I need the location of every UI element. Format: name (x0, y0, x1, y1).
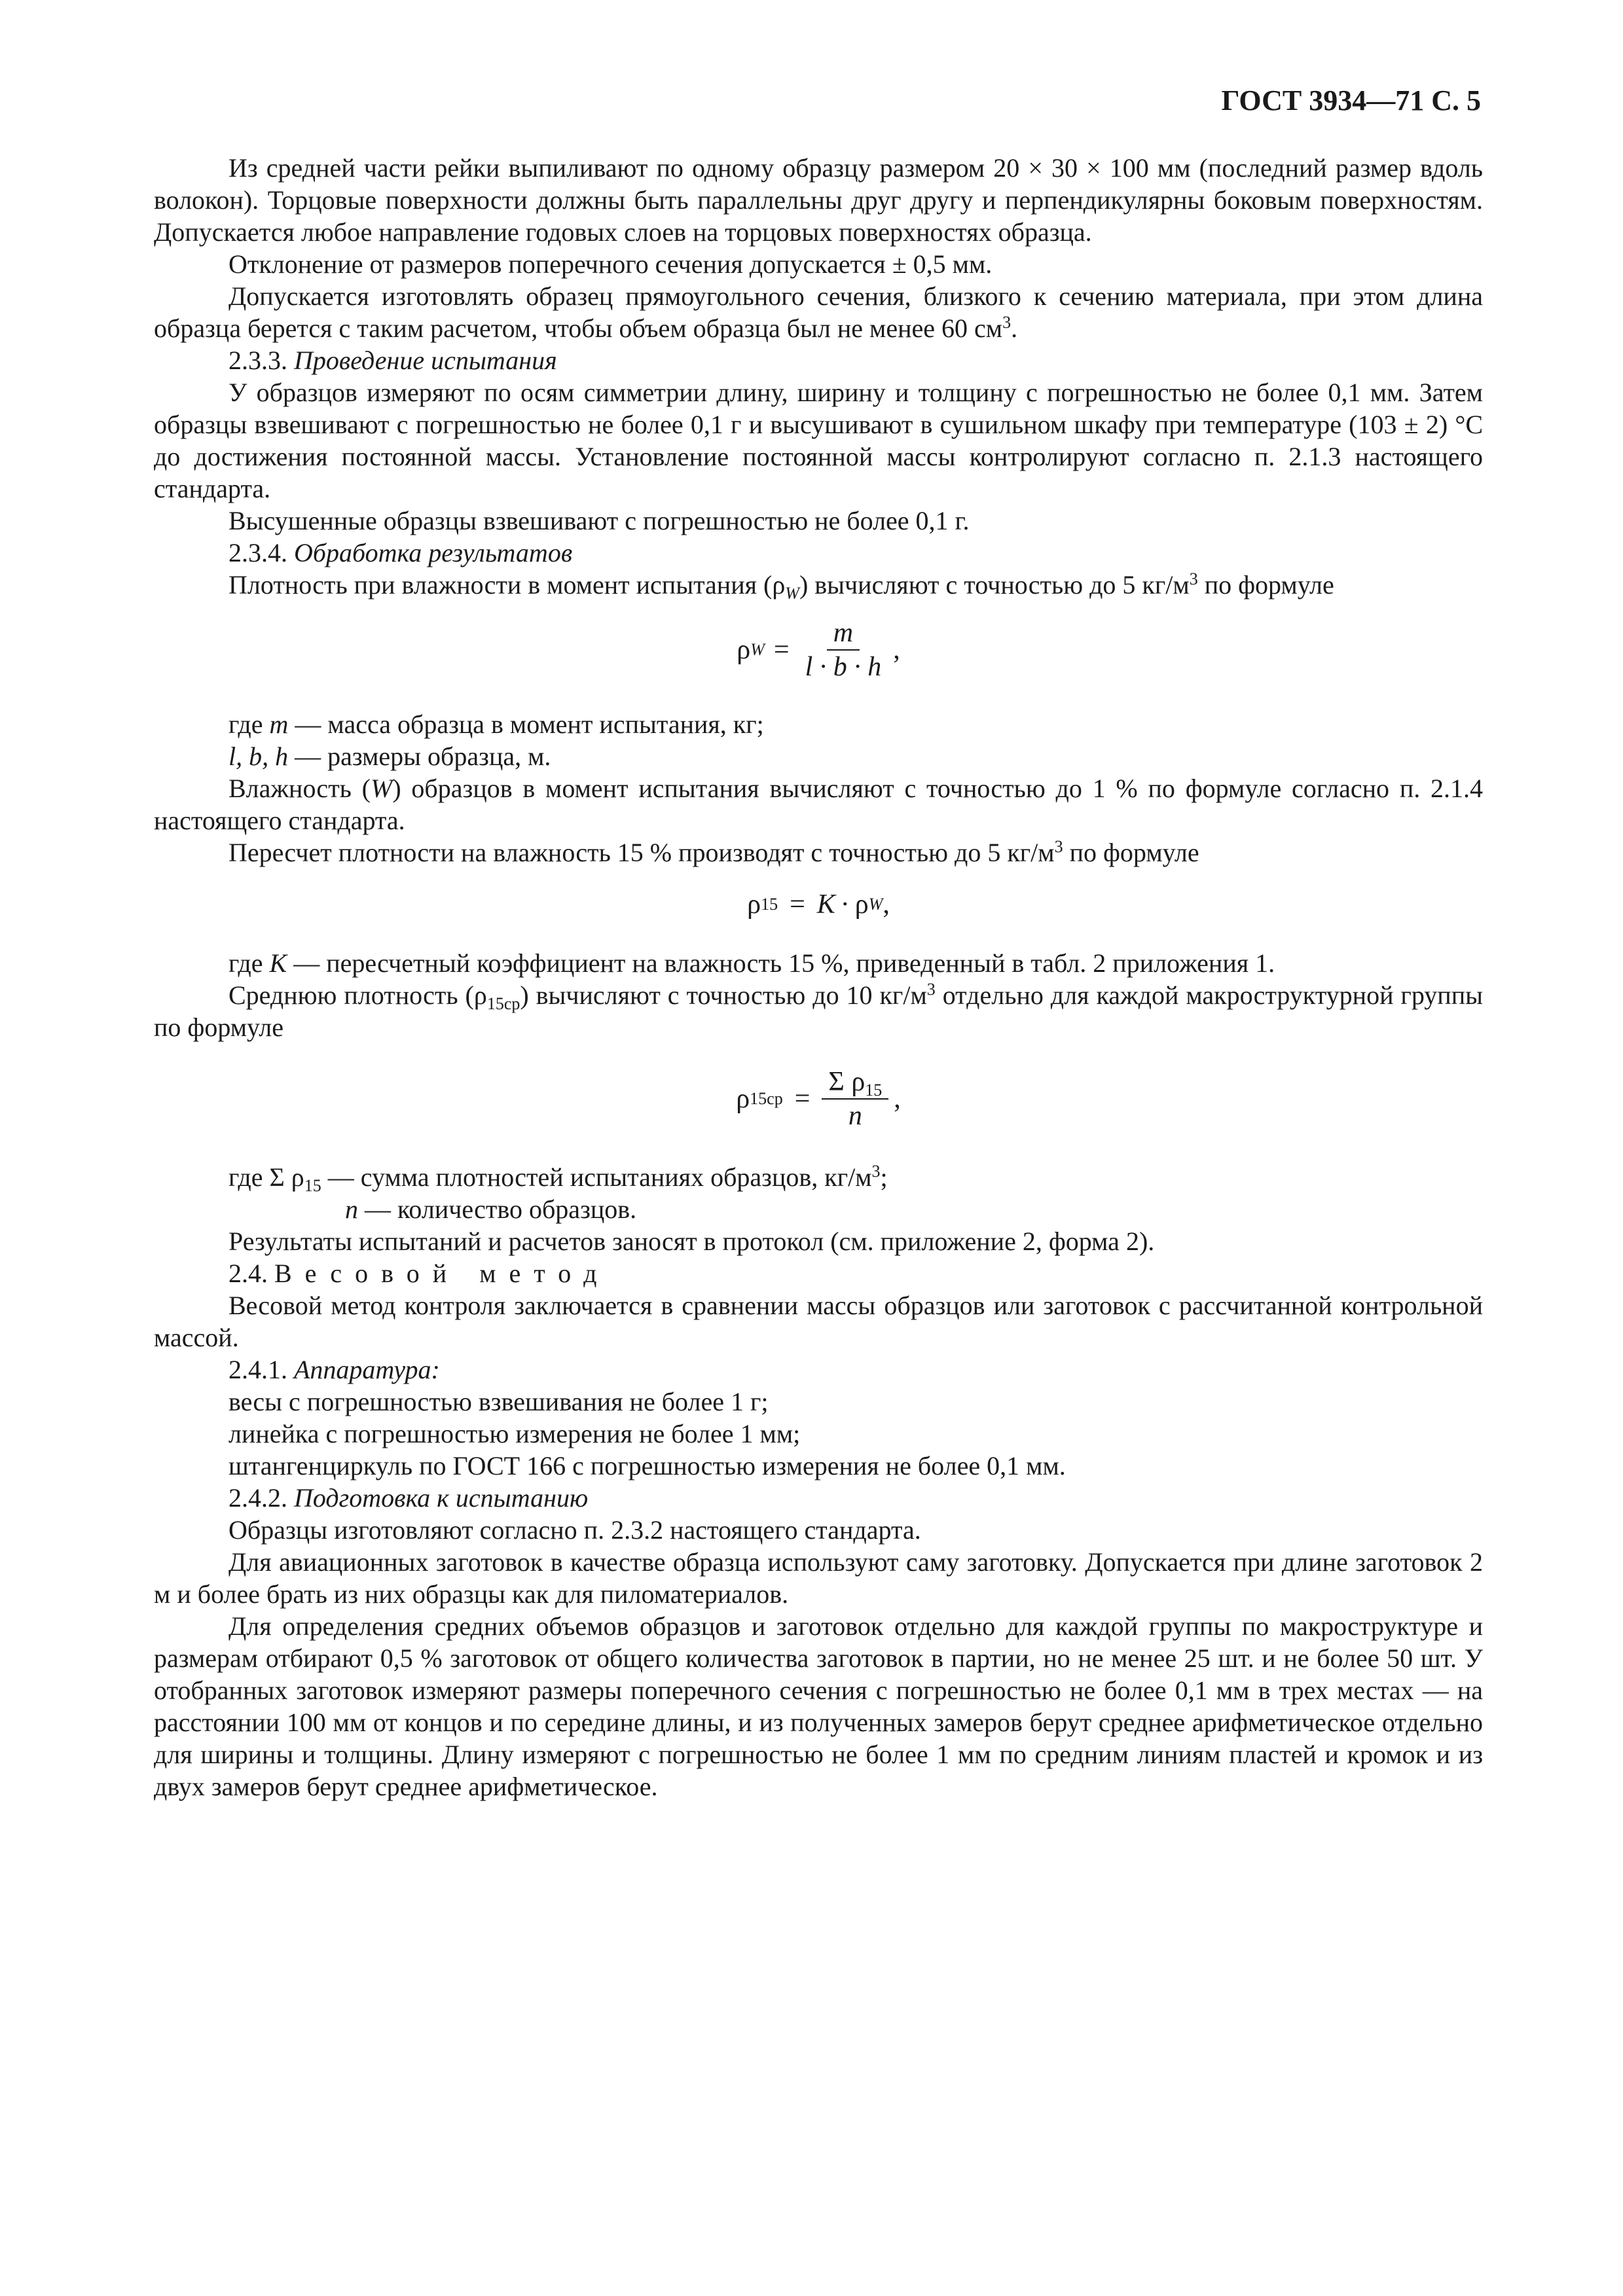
section-2-3-4-heading: 2.3.4. Обработка результатов (228, 538, 573, 567)
paragraph-recalc-15: Пересчет плотности на влажность 15 % производят с точностью до 5 $кг/м^3$ по формуле (228, 837, 1199, 867)
section-2-4-2-heading: 2.4.2. Подготовка к испытанию (228, 1483, 589, 1513)
formula-density-w: ρ W = $\frac{m}{l \cdot b \cdot h}$ , (737, 618, 900, 682)
formula-average-density: ρ 15ср = $\frac{\Sigma \rho_{15}}{n}$ , (736, 1067, 901, 1131)
paragraph-moisture: Влажность (W) образцов в момент испытания вычисляют с точностью до 1 % по формуле согласно п. 2.1.4 настоящего стандарта. (154, 774, 1483, 835)
paragraph-measurement: У образцов измеряют по осям симметрии длину, ширину и толщину с погрешностью не более 0,1 мм. Затем образцы взвешивают с погрешностью не более 0,1 г и высушивают в сушильном шкафу при температуре (103 ± 2) °С до достижения постоянной массы. Установление постоянной массы контролируют согласно п. 2.1.3 настоящего стандарта. (154, 378, 1483, 503)
section-2-4-1-heading: 2.4.1. Аппаратура: (228, 1355, 440, 1384)
document-body (154, 0, 1483, 1803)
section-2-4-heading: 2.4. Весовой метод (228, 1259, 610, 1288)
paragraph-rectangular-sample: Допускается изготовлять образец прямоугольного сечения, близкого к сечению материала, при этом длина образца берется с таким расчетом, чтобы объем образца был не менее 60 $см^3$. (154, 281, 1483, 343)
where-mass: где m — масса образца в момент испытания, кг; (228, 709, 764, 739)
paragraph-tolerance: Отклонение от размеров поперечного сечения допускается ± 0,5 мм. (228, 249, 993, 279)
paragraph-density-calc: Плотность при влажности в момент испытания $(\rho_W)$ вычисляют с точностью до 5 $кг/м^3$ по формуле (228, 569, 1334, 603)
list-item-ruler: линейка с погрешностью измерения не более 1 мм; (228, 1419, 801, 1448)
paragraph-dried-weighing: Высушенные образцы взвешивают с погрешностью не более 0,1 г. (228, 506, 970, 535)
paragraph-protocol: Результаты испытаний и расчетов заносят в протокол (см. приложение 2, форма 2). (228, 1227, 1155, 1256)
formula-density-15: ρ 15 = K · ρ W , (747, 889, 890, 920)
fraction: $\frac{m}{l \cdot b \cdot h}$ (805, 618, 882, 682)
fraction: $\frac{\Sigma \rho_{15}}{n}$ (822, 1066, 888, 1132)
paragraph-average-volumes: Для определения средних объемов образцов и заготовок отдельно для каждой группы по макроструктуре и размерам отбирают 0,5 % заготовок от общего количества заготовок в партии, но не менее 25 шт. и не более 50 шт. У отобранных заготовок измеряют размеры поперечного сечения с погрешностью не более 0,1 мм в трех местах — на расстоянии 100 мм от концов и по середине длины, и из полученных замеров берут среднее арифметическое отдельно для ширины и толщины. Длину измеряют с погрешностью не более 1 мм по средним линиям пластей и кромок и из двух замеров берут среднее арифметическое. (154, 1611, 1483, 1801)
paragraph-aviation-blanks: Для авиационных заготовок в качестве образца используют саму заготовку. Допускается при длине заготовок 2 м и более брать из них образцы как для пиломатериалов. (154, 1547, 1483, 1609)
where-coefficient: где K — пересчетный коэффициент на влажность 15 %, приведенный в табл. 2 приложения 1. (228, 948, 1275, 978)
where-dimensions: l, b, h — размеры образца, м. (228, 742, 551, 771)
page-header: ГОСТ 3934—71 С. 5 (1221, 84, 1481, 117)
list-item-caliper: штангенциркуль по ГОСТ 166 с погрешностью измерения не более 0,1 мм. (228, 1451, 1066, 1480)
paragraph-sample-cutting: Из средней части рейки выпиливают по одному образцу размером 20 × 30 × 100 мм (последний размер вдоль волокон). Торцовые поверхности должны быть параллельны друг другу и перпендикулярны боковым поверхностям. Допускается любое направление годовых слоев на торцовых поверхностях образца. (154, 153, 1483, 247)
paragraph-weight-method: Весовой метод контроля заключается в сравнении массы образцов или заготовок с рассчитанной контрольной массой. (154, 1291, 1483, 1352)
list-item-scales: весы с погрешностью взвешивания не более 1 г; (228, 1387, 769, 1416)
section-2-3-3-heading: 2.3.3. Проведение испытания (228, 346, 557, 375)
where-count: n — количество образцов. (345, 1194, 637, 1224)
paragraph-average-density: Среднюю плотность $(\rho_{15ср})$ вычисляют с точностью до 10 $кг/м^3$ отдельно для каждой макроструктурной группы по формуле (154, 980, 1483, 1042)
paragraph-samples-prepared: Образцы изготовляют согласно п. 2.3.2 настоящего стандарта. (228, 1515, 921, 1545)
where-sum: где Σ $\rho_{15}$ — сумма плотностей испытаниях образцов, $кг/м^3$; (228, 1162, 888, 1195)
